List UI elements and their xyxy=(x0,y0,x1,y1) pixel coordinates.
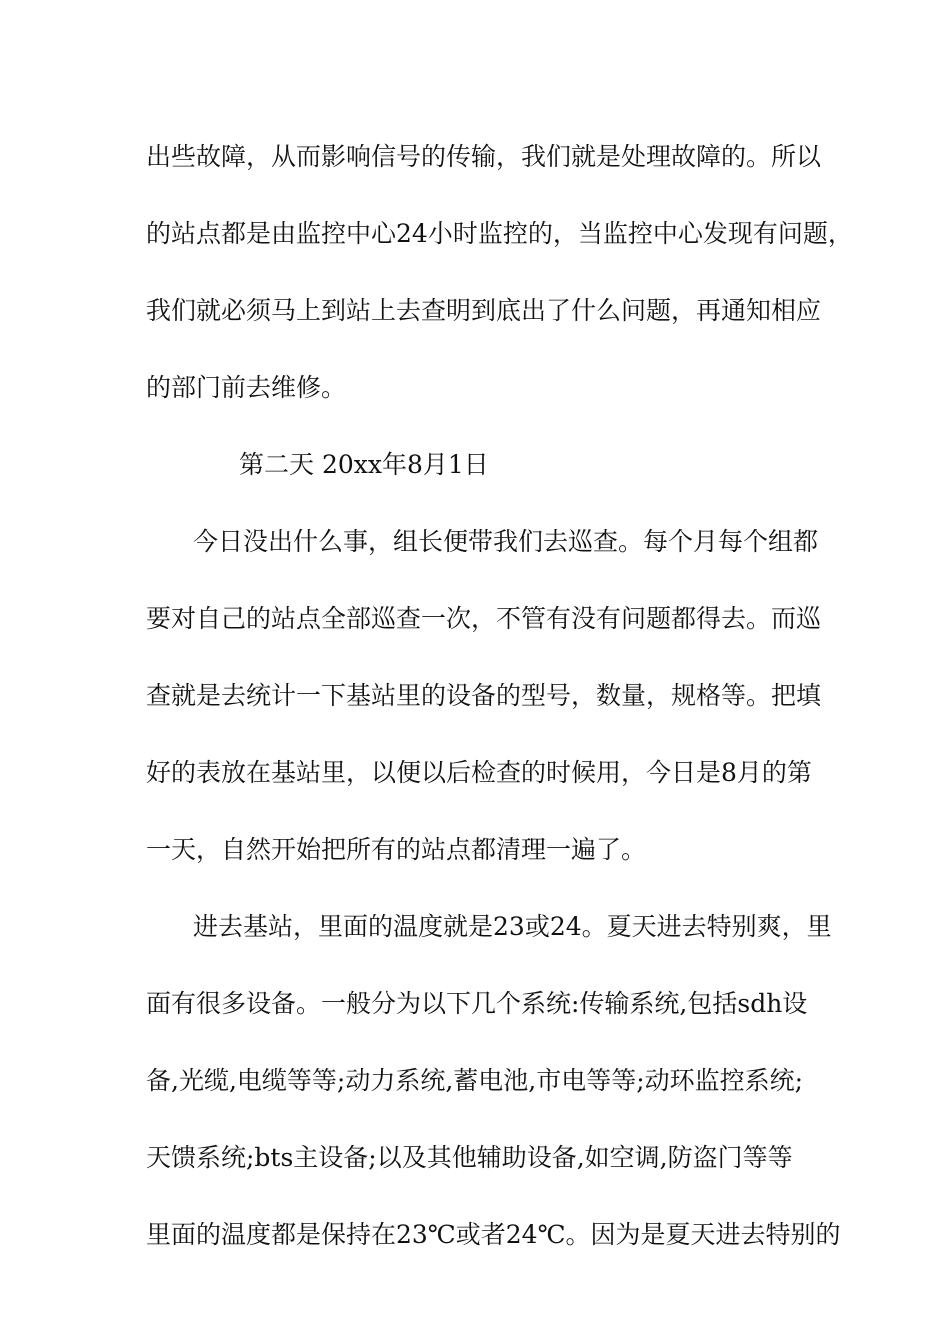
text-line: 一天，自然开始把所有的站点都清理一遍了。 xyxy=(146,835,647,864)
text-line: 要对自己的站点全部巡查一次，不管有没有问题都得去。而巡 xyxy=(146,604,822,633)
text-line: 的部门前去维修。 xyxy=(146,373,347,402)
paragraph-first-line: 今日没出什么事，组长便带我们去巡查。每个月每个组都 xyxy=(193,527,819,556)
text-line: 备,光缆,电缆等等;动力系统,蓄电池,市电等等;动环监控系统; xyxy=(146,1066,804,1095)
text-line: 出些故障，从而影响信号的传输，我们就是处理故障的。所以 xyxy=(146,142,822,171)
text-line: 我们就必须马上到站上去查明到底出了什么问题，再通知相应 xyxy=(146,296,822,325)
text-line: 查就是去统计一下基站里的设备的型号，数量，规格等。把填 xyxy=(146,681,822,710)
paragraph-first-line: 进去基站，里面的温度就是23或24。夏天进去特别爽，里 xyxy=(193,912,832,941)
text-line: 面有很多设备。一般分为以下几个系统:传输系统,包括sdh设 xyxy=(146,989,808,1018)
text-line: 好的表放在基站里，以便以后检查的时候用，今日是8月的第 xyxy=(146,758,812,787)
section-heading: 第二天 20xx年8月1日 xyxy=(239,450,489,479)
text-line: 里面的温度都是保持在23℃或者24℃。因为是夏天进去特别的 xyxy=(146,1220,841,1249)
text-line: 天馈系统;bts主设备;以及其他辅助设备,如空调,防盗门等等 xyxy=(146,1143,793,1172)
document-body xyxy=(146,130,853,1285)
text-line: 的站点都是由监控中心24小时监控的，当监控中心发现有问题， xyxy=(146,219,853,248)
